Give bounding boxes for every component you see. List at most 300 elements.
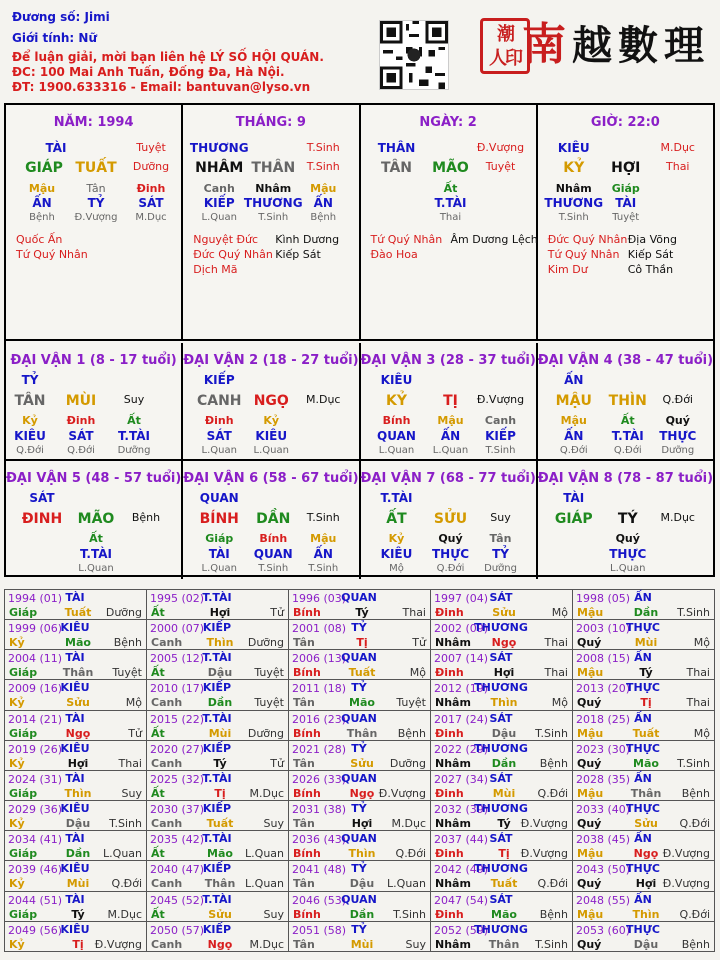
year-cell	[5, 921, 147, 951]
pillar-cell: THƯƠNG	[189, 141, 249, 155]
dai-van-cell: L.Quan	[378, 445, 415, 456]
pillar-cell: MÃO	[432, 160, 469, 176]
earthly-branch: Tý	[355, 606, 369, 619]
heavenly-stem: Kỷ	[9, 696, 25, 710]
pillar-cell: Mậu	[28, 182, 56, 195]
ten-god: KIÊU	[60, 741, 90, 755]
heavenly-stem: Canh	[151, 817, 183, 831]
year-cell	[289, 770, 431, 800]
life-stage: T.Sinh	[535, 937, 568, 951]
shen-sha: Kiếp Sát	[627, 248, 674, 261]
year-label: 2038 (45)	[576, 833, 631, 847]
earthly-branch: Tị	[356, 636, 368, 650]
earthly-branch: Mão	[349, 696, 375, 710]
life-stage: Q.Đới	[537, 877, 568, 891]
earthly-branch: Dậu	[207, 666, 233, 680]
life-stage: Đ.Vượng	[520, 817, 568, 831]
earthly-branch: Ngọ	[491, 636, 517, 650]
heavenly-stem: Kỷ	[9, 817, 25, 831]
heavenly-stem: Canh	[151, 877, 183, 891]
shen-sha: Kiếp Sát	[275, 248, 321, 261]
ten-god: T.TÀI	[202, 711, 232, 725]
heavenly-stem: Quý	[577, 696, 602, 710]
year-cell	[5, 801, 147, 831]
year-cell	[5, 620, 147, 650]
dai-van-cell: T.Sinh	[306, 511, 340, 524]
year-cell	[573, 710, 715, 740]
year-label: 2014 (21)	[8, 712, 63, 726]
year-label: 2012 (19)	[434, 682, 489, 696]
heavenly-stem: Ất	[151, 726, 165, 740]
heavenly-stem: Kỷ	[9, 937, 25, 951]
dai-van-6	[183, 461, 360, 579]
ten-god: TÀI	[65, 711, 85, 725]
dai-van-cell: Q.Đới	[559, 445, 588, 456]
dai-van-cell: ẤN	[313, 547, 333, 561]
dai-van-cell: Bệnh	[131, 511, 161, 524]
year-label: 2026 (33)	[292, 772, 347, 786]
life-stage: Thai	[544, 666, 568, 680]
heavenly-stem: Giáp	[9, 606, 38, 619]
pillar-cell: ẤN	[313, 196, 333, 210]
heavenly-stem: Canh	[151, 636, 183, 650]
earthly-branch: Tị	[72, 937, 84, 951]
dai-van-cell: T.TÀI	[80, 547, 112, 561]
dai-van-cell: ẤN	[564, 373, 584, 387]
heavenly-stem: Tân	[293, 817, 315, 831]
year-label: 2009 (16)	[8, 682, 63, 696]
year-label: 2039 (46)	[8, 863, 63, 877]
year-label: 2042 (49)	[434, 863, 489, 877]
dai-van-cell: L.Quan	[253, 445, 289, 456]
shen-sha: Nguyệt Đức	[193, 233, 259, 246]
life-stage: Suy	[121, 786, 142, 800]
header	[0, 0, 720, 100]
dai-van-cell: Bính	[259, 532, 288, 545]
heavenly-stem: Giáp	[9, 666, 38, 680]
year-label: 2043 (50)	[576, 863, 631, 877]
pillar-cell: Đ.Vượng	[476, 141, 525, 154]
life-stage: M.Dục	[107, 907, 142, 921]
year-cell	[5, 740, 147, 770]
heavenly-stem: Giáp	[9, 907, 38, 921]
year-label: 2052 (59)	[434, 923, 489, 937]
heavenly-stem: Tân	[293, 877, 315, 891]
ten-god: QUAN	[341, 591, 377, 604]
dai-van-cell: T.Sinh	[258, 563, 289, 574]
life-stage: Tử	[270, 606, 284, 619]
qr-code-icon[interactable]	[379, 20, 449, 90]
year-cell	[573, 891, 715, 921]
pillar-title: THÁNG: 9	[235, 115, 306, 130]
earthly-branch: Tý	[71, 907, 85, 921]
ten-god: QUAN	[341, 892, 377, 906]
ten-god: KIÊU	[60, 621, 90, 635]
dai-van-cell: KIÊU	[14, 429, 46, 443]
life-stage: Bệnh	[681, 786, 710, 800]
heavenly-stem: Quý	[577, 636, 602, 650]
life-stage: Tuyệt	[112, 666, 142, 680]
gender-line: Giới tính: Nữ	[12, 31, 97, 45]
dai-van-cell: MẬU	[555, 393, 592, 409]
dai-van-cell: Quý	[438, 532, 463, 545]
heavenly-stem: Canh	[151, 756, 183, 770]
year-label: 2001 (08)	[292, 622, 347, 636]
year-label: 1998 (05)	[576, 592, 631, 605]
life-stage: L.Quan	[245, 847, 284, 861]
ten-god: ẤN	[634, 591, 652, 604]
dai-van-cell: SÁT	[206, 429, 232, 443]
life-stage: Suy	[263, 817, 284, 831]
year-cell	[289, 831, 431, 861]
year-label: 2023 (30)	[576, 742, 631, 756]
life-stage: M.Dục	[249, 786, 284, 800]
life-stage: Dưỡng	[389, 756, 426, 770]
year-label: 2041 (48)	[292, 863, 347, 877]
dai-van-cell: KIẾP	[485, 429, 516, 443]
dai-van-cell: T.Sinh	[308, 563, 339, 574]
pillar-cell: KIẾP	[203, 196, 235, 210]
year-label: 2025 (32)	[150, 772, 205, 786]
year-cell	[431, 770, 573, 800]
ten-god: TÀI	[65, 591, 85, 604]
year-label: 2006 (13)	[292, 652, 347, 666]
dai-van-cell: L.Quan	[78, 563, 114, 574]
dai-van-row-2	[6, 461, 713, 579]
life-stage: Thai	[686, 696, 710, 710]
year-cell	[147, 861, 289, 891]
pillar-cell: Nhâm	[255, 182, 292, 195]
life-stage: Mộ	[693, 726, 710, 740]
year-cell	[289, 620, 431, 650]
heavenly-stem: Đinh	[435, 907, 464, 921]
earthly-branch: Ngọ	[207, 937, 233, 951]
year-cell	[431, 620, 573, 650]
year-label: 2013 (20)	[576, 682, 631, 696]
heavenly-stem: Ất	[151, 847, 165, 861]
pillar-cell: M.Dục	[660, 141, 695, 154]
heavenly-stem: Tân	[293, 756, 315, 770]
ten-god: ẤN	[634, 711, 652, 725]
earthly-branch: Dần	[633, 606, 659, 619]
dai-van-title: ĐẠI VẬN 2 (18 - 27 tuổi)	[183, 353, 359, 368]
heavenly-stem: Đinh	[435, 666, 464, 680]
ten-god: QUAN	[341, 651, 377, 665]
pillar-cell: TỶ	[87, 196, 105, 210]
year-label: 2035 (42)	[150, 833, 205, 847]
ten-god: ẤN	[634, 892, 652, 906]
ten-god: THƯƠNG	[474, 681, 528, 695]
pillar-cell: Tuyệt	[136, 141, 166, 154]
earthly-branch: Tý	[639, 666, 653, 680]
heavenly-stem: Nhâm	[435, 696, 471, 710]
life-stage: Tuyệt	[254, 696, 284, 710]
year-cell	[431, 891, 573, 921]
dai-van-cell: Giáp	[205, 532, 234, 545]
ten-god: QUAN	[341, 832, 377, 846]
table-row	[5, 740, 715, 770]
year-label: 2036 (43)	[292, 833, 347, 847]
table-row	[5, 921, 715, 951]
year-cell	[289, 650, 431, 680]
life-stage: Thai	[402, 606, 426, 619]
shen-sha: Tứ Quý Nhân	[16, 248, 88, 261]
heavenly-stem: Ất	[151, 786, 165, 800]
heavenly-stem: Bính	[293, 666, 321, 680]
ten-god: THỰC	[626, 741, 660, 755]
dai-van-cell: Suy	[123, 393, 145, 406]
heavenly-stem: Kỷ	[9, 636, 25, 650]
pillar-cell: HỢI	[611, 160, 641, 176]
ten-god: KIẾP	[202, 681, 232, 695]
year-label: 2004 (11)	[8, 652, 63, 666]
dai-van-cell: Mậu	[560, 414, 587, 427]
life-stage: Đ.Vượng	[520, 847, 568, 861]
year-cell	[147, 801, 289, 831]
table-row	[5, 831, 715, 861]
earthly-branch: Sửu	[492, 606, 516, 619]
brand-logo: 南越數理	[522, 19, 710, 70]
pillar-cell: KỶ	[563, 160, 585, 176]
ten-god: THỰC	[626, 862, 660, 876]
year-cell	[573, 831, 715, 861]
life-stage: Suy	[263, 907, 284, 921]
year-cell	[431, 590, 573, 620]
pillar-cell: T.Sinh	[306, 160, 340, 173]
ten-god: QUAN	[341, 711, 377, 725]
life-stage: Tử	[128, 726, 142, 740]
pillar-cell: Tuyệt	[612, 212, 640, 223]
year-label: 2016 (23)	[292, 712, 347, 726]
year-label: 1997 (04)	[434, 592, 489, 605]
pillar-cell: TUẤT	[75, 160, 117, 176]
pillar-cell: Bệnh	[310, 212, 337, 223]
dai-van-title: ĐẠI VẬN 4 (38 - 47 tuổi)	[537, 353, 714, 368]
ten-god: T.TÀI	[202, 892, 232, 906]
earthly-branch: Mùi	[350, 937, 374, 951]
pillar-cell: Đ.Vượng	[74, 212, 118, 223]
life-stage: L.Quan	[387, 877, 426, 891]
year-cell	[431, 801, 573, 831]
earthly-branch: Tuất	[490, 877, 518, 891]
ten-god: KIẾP	[202, 802, 232, 816]
contact-line: Để luận giải, mời bạn liên hệ LÝ SỐ HỘI QUÁN.	[12, 50, 324, 64]
heavenly-stem: Kỷ	[9, 877, 25, 891]
life-stage: Tử	[412, 636, 426, 650]
year-label: 1999 (06)	[8, 622, 63, 636]
pillar-2	[183, 105, 360, 339]
dai-van-cell: L.Quan	[610, 563, 646, 574]
ten-god: THỰC	[626, 621, 660, 635]
pillar-title: GIỜ: 22:0	[590, 115, 660, 130]
pillar-cell: M.Dục	[135, 212, 167, 223]
ten-god: THƯƠNG	[474, 741, 528, 755]
heavenly-stem: Mậu	[577, 666, 604, 680]
earthly-branch: Tuất	[632, 726, 660, 740]
dai-van-cell: Tân	[489, 532, 512, 545]
ten-god: T.TÀI	[202, 591, 232, 604]
year-cell	[573, 680, 715, 710]
dai-van-cell: Ất	[127, 414, 141, 427]
ten-god: TÀI	[65, 651, 85, 665]
ten-god: KIÊU	[60, 681, 90, 695]
year-label: 2030 (37)	[150, 803, 205, 817]
year-label: 2022 (29)	[434, 742, 489, 756]
year-cell	[431, 921, 573, 951]
earthly-branch: Mão	[207, 847, 233, 861]
life-stage: L.Quan	[103, 847, 142, 861]
year-cell	[5, 831, 147, 861]
pillar-cell: Nhâm	[555, 182, 592, 195]
heavenly-stem: Canh	[151, 696, 183, 710]
year-label: 1995 (02)	[150, 592, 205, 605]
pillar-cell: NHÂM	[195, 160, 244, 176]
dai-van-cell: QUAN	[199, 491, 239, 505]
year-label: 2000 (07)	[150, 622, 205, 636]
earthly-branch: Ngọ	[349, 786, 375, 800]
heavenly-stem: Mậu	[577, 606, 604, 619]
heavenly-stem: Đinh	[435, 606, 464, 619]
earthly-branch: Tý	[213, 756, 227, 770]
dai-van-cell: T.Sinh	[485, 445, 516, 456]
year-cell	[289, 891, 431, 921]
heavenly-stem: Bính	[293, 606, 321, 619]
table-row	[5, 680, 715, 710]
year-label: 2020 (27)	[150, 742, 205, 756]
dai-van-cell: L.Quan	[201, 563, 237, 574]
heavenly-stem: Quý	[577, 937, 602, 951]
ten-god: TỶ	[351, 802, 367, 816]
ten-god: THƯƠNG	[474, 802, 528, 816]
life-stage: Tử	[270, 756, 284, 770]
dai-van-cell: Q.Đới	[67, 445, 95, 456]
dai-van-cell: M.Dục	[306, 393, 341, 406]
heavenly-stem: Canh	[151, 937, 183, 951]
year-label: 2010 (17)	[150, 682, 205, 696]
earthly-branch: Hợi	[635, 877, 657, 891]
dai-van-cell: MÙI	[65, 393, 97, 409]
table-row	[5, 650, 715, 680]
pillar-cell: Bệnh	[29, 212, 55, 223]
earthly-branch: Tý	[497, 817, 511, 831]
pillar-cell: TÀI	[45, 141, 67, 155]
dai-van-cell: Bính	[382, 414, 411, 427]
year-label: 2027 (34)	[434, 772, 489, 786]
pillar-cell: ẤN	[32, 196, 52, 210]
year-label: 2008 (15)	[576, 652, 631, 666]
heavenly-stem: Tân	[293, 696, 315, 710]
dai-van-cell: Ất	[89, 532, 103, 545]
dai-van-title: ĐẠI VẬN 3 (28 - 37 tuổi)	[360, 353, 536, 368]
year-cell	[5, 770, 147, 800]
pillar-cell: THƯƠNG	[243, 196, 303, 210]
heavenly-stem: Ất	[151, 907, 165, 921]
dai-van-cell: KỶ	[386, 393, 407, 409]
ten-god: T.TÀI	[202, 651, 232, 665]
year-label: 2034 (41)	[8, 833, 63, 847]
ten-god: SÁT	[489, 771, 513, 785]
table-row	[5, 770, 715, 800]
ten-god: SÁT	[489, 892, 513, 906]
life-stage: T.Sinh	[677, 756, 710, 770]
table-row	[5, 801, 715, 831]
earthly-branch: Mùi	[492, 786, 516, 800]
pillar-cell: Ất	[443, 182, 458, 195]
pillar-title: NĂM: 1994	[53, 115, 134, 130]
table-row	[5, 891, 715, 921]
dai-van-cell: NGỌ	[253, 393, 289, 409]
heavenly-stem: Nhâm	[435, 877, 471, 891]
heavenly-stem: Nhâm	[435, 817, 471, 831]
ten-god: TỶ	[351, 621, 367, 635]
year-label: 2028 (35)	[576, 772, 631, 786]
earthly-branch: Hợi	[67, 756, 89, 770]
earthly-branch: Ngọ	[633, 847, 659, 861]
dai-van-cell: M.Dục	[660, 511, 695, 524]
earthly-branch: Thân	[204, 877, 236, 891]
life-stage: Đ.Vượng	[662, 847, 710, 861]
pillar-cell: T.TÀI	[434, 196, 467, 210]
year-cell	[147, 620, 289, 650]
seal-stamp: 潮 人印	[480, 18, 530, 74]
dai-van-cell: TỶ	[492, 547, 509, 561]
year-label: 2017 (24)	[434, 712, 489, 726]
year-cell	[5, 680, 147, 710]
dai-van-cell: KIÊU	[380, 373, 413, 387]
year-cell	[147, 590, 289, 620]
dai-van-cell: DẦN	[256, 511, 291, 527]
dai-van-title: ĐẠI VẬN 5 (48 - 57 tuổi)	[6, 471, 182, 486]
chart-grid	[4, 103, 715, 577]
earthly-branch: Mùi	[208, 726, 232, 740]
pillar-cell: TÂN	[380, 160, 413, 176]
earthly-branch: Mão	[633, 756, 659, 770]
ten-god: TÀI	[65, 832, 85, 846]
ten-god: TÀI	[65, 771, 85, 785]
earthly-branch: Tị	[214, 786, 226, 800]
heavenly-stem: Bính	[293, 907, 321, 921]
pillar-cell: TÀI	[615, 196, 637, 210]
pillar-cell: GIÁP	[25, 160, 63, 176]
earthly-branch: Mão	[491, 907, 517, 921]
earthly-branch: Dậu	[65, 817, 91, 831]
dai-van-cell: TỶ	[21, 373, 39, 387]
ten-god: THƯƠNG	[474, 922, 528, 936]
life-stage: Suy	[405, 937, 426, 951]
year-cell	[431, 861, 573, 891]
life-stage: Mộ	[409, 666, 426, 680]
year-cell	[289, 710, 431, 740]
heavenly-stem: Giáp	[9, 726, 38, 740]
dai-van-cell: Q.Đới	[613, 445, 642, 456]
pillar-cell: Tuyệt	[485, 160, 516, 173]
pillar-cell: Giáp	[611, 182, 640, 195]
heavenly-stem: Mậu	[577, 726, 604, 740]
earthly-branch: Hợi	[209, 606, 231, 619]
name-line: Đương số: Jimi	[12, 10, 110, 24]
ten-god: THỰC	[626, 922, 660, 936]
ten-god: T.TÀI	[202, 832, 232, 846]
year-label: 2046 (53)	[292, 893, 347, 907]
ten-god: QUAN	[341, 771, 377, 785]
dai-van-cell: QUAN	[253, 547, 293, 561]
pillar-title: NGÀY: 2	[419, 115, 477, 130]
heavenly-stem: Kỷ	[9, 756, 25, 770]
year-cell	[147, 650, 289, 680]
life-stage: M.Dục	[249, 937, 284, 951]
shen-sha: Tứ Quý Nhân	[370, 233, 443, 246]
life-stage: Dưỡng	[247, 636, 284, 650]
